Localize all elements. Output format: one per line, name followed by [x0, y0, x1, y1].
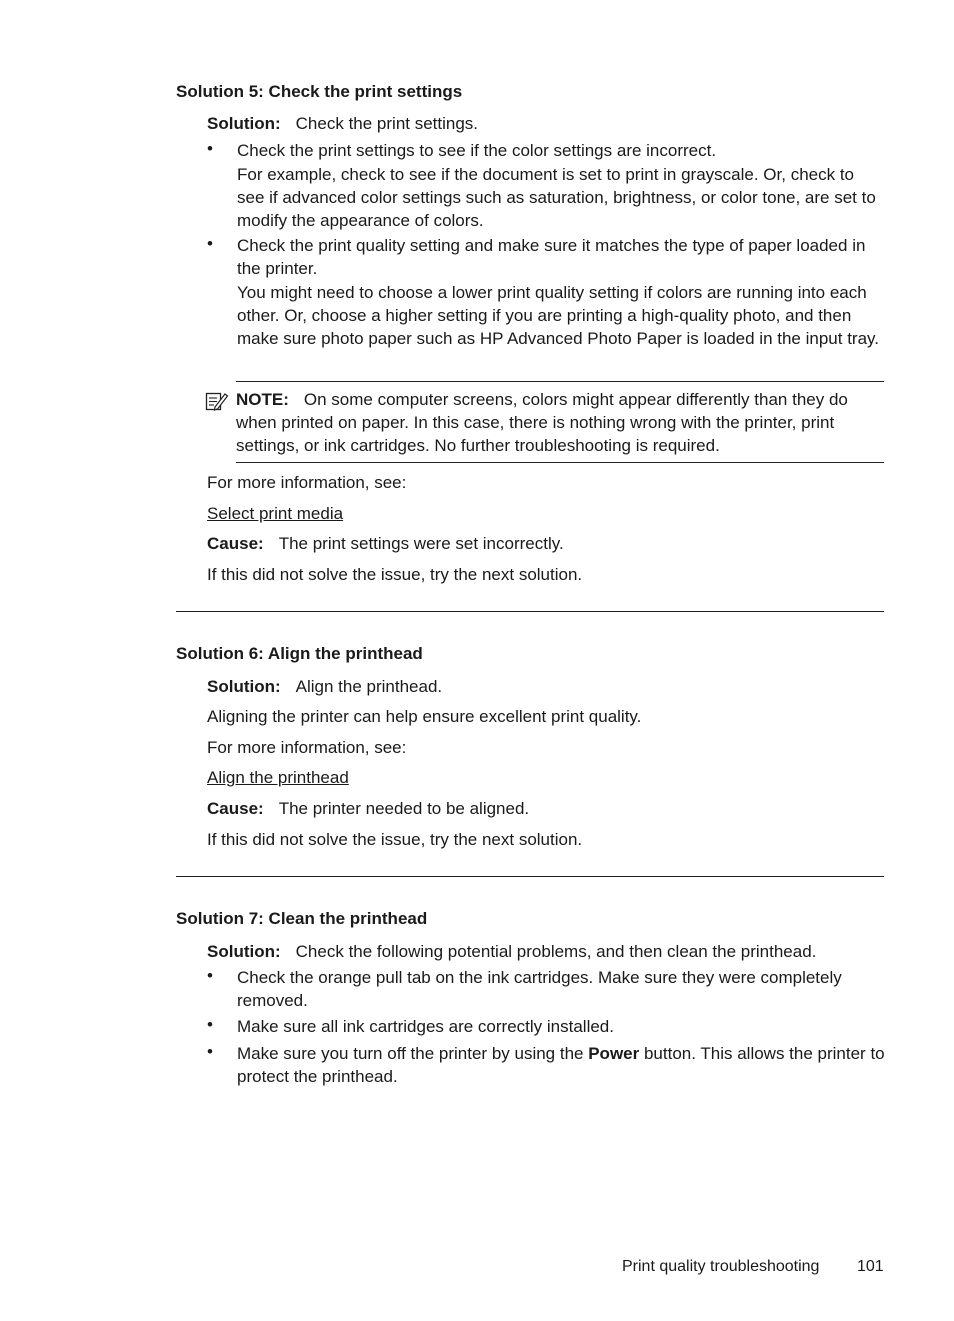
bullet-marker: •	[207, 234, 213, 253]
bullet-text-pre: Make sure you turn off the printer by using the	[237, 1044, 589, 1063]
note-bottom-rule	[236, 462, 884, 463]
s5-bullet-2	[237, 234, 885, 350]
bullet-line: Check the print quality setting and make sure it matches the type of paper loaded in the printer.	[237, 236, 866, 278]
solution-text: Check the print settings.	[295, 114, 479, 133]
s7-bullet-2: Make sure all ink cartridges are correctly installed.	[237, 1017, 614, 1036]
solution-5-solution	[207, 112, 887, 135]
solution-7-heading: Solution 7: Clean the printhead	[176, 909, 428, 928]
cause-text: The print settings were set incorrectly.	[278, 534, 564, 553]
note-label: NOTE:	[236, 390, 289, 409]
s5-bullet-1	[237, 139, 885, 232]
power-button-label: Power	[588, 1044, 640, 1063]
solution-6-paragraph: Aligning the printer can help ensure excellent print quality.	[207, 707, 642, 726]
cause-label: Cause:	[207, 799, 264, 818]
solution-label: Solution:	[207, 942, 281, 961]
note-top-rule	[236, 381, 884, 382]
next-solution-text: If this did not solve the issue, try the next solution.	[207, 830, 583, 849]
solution-6-solution	[207, 675, 442, 698]
solution-7-solution	[207, 940, 887, 963]
bullet-line: Check the print settings to see if the color settings are incorrect.	[237, 141, 717, 160]
solution-5-heading: Solution 5: Check the print settings	[176, 82, 463, 101]
note-text	[236, 388, 886, 457]
note-icon	[205, 390, 229, 417]
solution-label: Solution:	[207, 677, 281, 696]
bullet-detail: You might need to choose a lower print quality setting if colors are running into each other. Or, choose a higher setting if you are printing a high-quality photo, and then make sure photo paper such as HP Advanced Photo Paper is loaded in the input tray.	[237, 283, 879, 348]
solution-text: Check the following potential problems, and then clean the printhead.	[295, 942, 817, 961]
bullet-marker: •	[207, 1042, 213, 1061]
solution-6-heading: Solution 6: Align the printhead	[176, 644, 423, 663]
solution-5-cause	[207, 532, 564, 555]
solution-6-cause	[207, 797, 529, 820]
solution-text: Align the printhead.	[295, 677, 443, 696]
bullet-marker: •	[207, 1015, 213, 1034]
next-solution-text: If this did not solve the issue, try the next solution.	[207, 565, 583, 584]
align-printhead-link[interactable]: Align the printhead	[207, 768, 349, 787]
cause-label: Cause:	[207, 534, 264, 553]
solution-label: Solution:	[207, 114, 281, 133]
bullet-marker: •	[207, 966, 213, 985]
s7-bullet-1: Check the orange pull tab on the ink cartridges. Make sure they were completely removed.	[237, 968, 842, 1010]
select-print-media-link[interactable]: Select print media	[207, 504, 344, 523]
bullet-marker: •	[207, 139, 213, 158]
note-body: On some computer screens, colors might appear differently than they do when printed on paper. In this case, there is nothing wrong with the printer, print settings, or ink cartridges. No further troubleshooting is required.	[236, 390, 848, 455]
section-divider	[176, 876, 884, 877]
footer-section-title: Print quality troubleshooting	[622, 1258, 820, 1275]
more-info-text: For more information, see:	[207, 738, 407, 757]
more-info-text: For more information, see:	[207, 473, 407, 492]
bullet-text-post: button. This allows the printer to protect the printhead.	[237, 1044, 885, 1086]
page-number: 101	[857, 1258, 884, 1275]
section-divider	[176, 611, 884, 612]
cause-text: The printer needed to be aligned.	[278, 799, 530, 818]
s7-bullet-3	[237, 1042, 885, 1088]
bullet-detail: For example, check to see if the document is set to print in grayscale. Or, check to see if advanced color settings such as saturation, brightness, or color tone, are set to modify the appearance of colors.	[237, 165, 876, 230]
